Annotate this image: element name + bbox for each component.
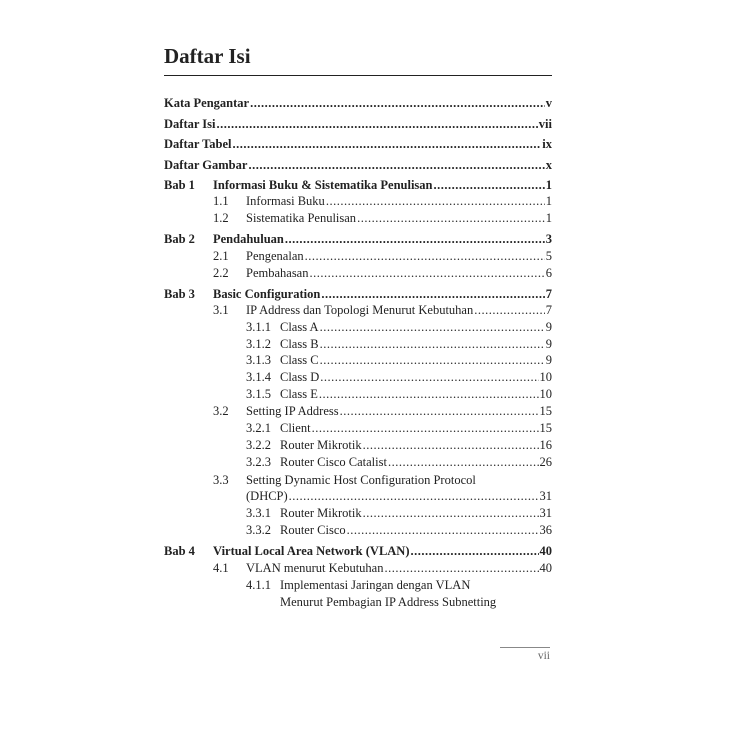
toc-entry-page: ix <box>542 137 552 151</box>
toc-entry-page: 6 <box>545 266 552 280</box>
toc-entry-label: Class B <box>280 337 319 351</box>
toc-entry-label: Pembahasan <box>246 266 309 280</box>
toc-entry-number: Bab 1 <box>164 178 195 192</box>
toc-entry-page: 31 <box>539 489 552 503</box>
toc-entry <box>164 436 552 454</box>
dot-leader <box>363 504 539 522</box>
dot-leader <box>285 230 545 248</box>
toc-entry <box>164 385 552 403</box>
toc-entry-page: x <box>545 158 552 172</box>
toc-entry-page: 1 <box>545 211 552 225</box>
toc-entry-page: 10 <box>539 387 552 401</box>
toc-entry <box>164 230 552 248</box>
toc-entry-page: 26 <box>539 455 552 469</box>
toc-entry-page: 31 <box>539 506 552 520</box>
toc-entry-page: 9 <box>545 337 552 351</box>
footer-page-number: vii <box>537 650 550 662</box>
title-rule <box>164 75 552 76</box>
toc-entry-label: (DHCP) <box>246 489 288 503</box>
toc-entry-label: Router Cisco <box>280 523 346 537</box>
toc-entry-page: 15 <box>539 404 552 418</box>
toc-entry <box>164 94 552 112</box>
toc-entry-number: 3.1.3 <box>246 353 271 367</box>
dot-leader <box>347 521 539 539</box>
toc-entry-number: 3.2.3 <box>246 455 271 469</box>
toc-entry-label: Setting Dynamic Host Configuration Protocol <box>246 473 476 487</box>
toc-entry-page: 16 <box>539 438 552 452</box>
toc-entry <box>164 419 552 437</box>
toc-entry-page: vii <box>538 117 552 131</box>
toc-entry <box>164 156 552 174</box>
toc-entry <box>164 521 552 539</box>
dot-leader <box>248 156 544 174</box>
toc-entry-page: 9 <box>545 353 552 367</box>
toc-entry-label: Implementasi Jaringan dengan VLAN <box>280 578 471 592</box>
toc-entry-label: IP Address dan Topologi Menurut Kebutuhan <box>246 303 474 317</box>
toc-entry-page: 7 <box>545 303 552 317</box>
toc-entry-page: 3 <box>545 232 552 246</box>
toc-entry-page: 5 <box>545 249 552 263</box>
toc-entry <box>164 192 552 210</box>
dot-leader <box>309 264 544 282</box>
toc-entry-page: 40 <box>539 561 552 575</box>
toc-entry-number: 3.1.1 <box>246 320 271 334</box>
toc-entry-label: VLAN menurut Kebutuhan <box>246 561 384 575</box>
toc-entry-label: Informasi Buku <box>246 194 325 208</box>
toc-entry <box>164 593 552 611</box>
page-title: Daftar Isi <box>164 44 251 68</box>
toc-entry-label: Class D <box>280 370 320 384</box>
dot-leader <box>233 135 542 153</box>
toc-entry-label: Class A <box>280 320 319 334</box>
dot-leader <box>320 368 538 386</box>
toc-entry-page: 36 <box>539 523 552 537</box>
toc-entry-label: Daftar Isi <box>164 117 216 131</box>
dot-leader <box>384 559 538 577</box>
toc-entry-page: 40 <box>539 544 552 558</box>
dot-leader <box>319 385 539 403</box>
toc-entry <box>164 264 552 282</box>
toc-entry-number: 4.1 <box>213 561 229 575</box>
toc-entry-number: 2.2 <box>213 266 229 280</box>
toc-entry-number: 3.3 <box>213 473 229 487</box>
toc-entry-page: 1 <box>545 194 552 208</box>
dot-leader <box>363 436 539 454</box>
toc-entry-label: Pendahuluan <box>213 232 284 246</box>
dot-leader <box>388 453 539 471</box>
toc-entry-page: 10 <box>539 370 552 384</box>
toc-entry <box>164 301 552 319</box>
toc-entry-label: Kata Pengantar <box>164 96 250 110</box>
dot-leader <box>217 115 538 133</box>
toc-entry-number: 3.1.4 <box>246 370 271 384</box>
toc-entry-number: 3.1 <box>213 303 229 317</box>
dot-leader <box>320 351 545 369</box>
toc-entry-page: 9 <box>545 320 552 334</box>
toc-entry <box>164 368 552 386</box>
toc-entry-number: 3.2 <box>213 404 229 418</box>
toc-entry-number: 1.1 <box>213 194 229 208</box>
toc-entry-page: 15 <box>539 421 552 435</box>
dot-leader <box>320 318 545 336</box>
toc-entry-label: Virtual Local Area Network (VLAN) <box>213 544 410 558</box>
toc-entry-number: 4.1.1 <box>246 578 271 592</box>
toc-entry-number: Bab 3 <box>164 287 195 301</box>
toc-entry-label: Router Mikrotik <box>280 506 362 520</box>
toc-entry-number: 3.3.1 <box>246 506 271 520</box>
toc-entry-label: Client <box>280 421 311 435</box>
toc-entry-label: Menurut Pembagian IP Address Subnetting <box>280 595 497 609</box>
toc-entry-label: Router Mikrotik <box>280 438 362 452</box>
toc-entry <box>164 487 552 505</box>
toc-entry-label: Setting IP Address <box>246 404 339 418</box>
toc-entry-label: Basic Configuration <box>213 287 321 301</box>
toc-entry-number: 3.3.2 <box>246 523 271 537</box>
toc-entry <box>164 453 552 471</box>
toc-entry-label: Router Cisco Catalist <box>280 455 387 469</box>
toc-entry-number: 3.2.2 <box>246 438 271 452</box>
toc-entry <box>164 135 552 153</box>
toc-entry <box>164 209 552 227</box>
toc-entry <box>164 542 552 560</box>
toc-entry-number: 3.1.2 <box>246 337 271 351</box>
toc-entry <box>164 247 552 265</box>
toc-entry-label: Class C <box>280 353 319 367</box>
toc-entry-number: 2.1 <box>213 249 229 263</box>
toc-entry-number: 3.2.1 <box>246 421 271 435</box>
toc-entry-page: 7 <box>545 287 552 301</box>
toc-entry-label: Daftar Tabel <box>164 137 232 151</box>
toc-entry <box>164 115 552 133</box>
toc-entry-page: v <box>545 96 552 110</box>
toc-entry-page: 1 <box>545 178 552 192</box>
dot-leader <box>474 301 545 319</box>
dot-leader <box>340 402 539 420</box>
footer-rule <box>500 647 550 648</box>
dot-leader <box>411 542 539 560</box>
dot-leader <box>289 487 539 505</box>
toc-entry-number: 1.2 <box>213 211 229 225</box>
toc-entry <box>164 402 552 420</box>
toc-entry <box>164 351 552 369</box>
dot-leader <box>250 94 545 112</box>
toc-entry-label: Class E <box>280 387 318 401</box>
toc-entry-label: Sistematika Penulisan <box>246 211 357 225</box>
dot-leader <box>357 209 545 227</box>
toc-entry-number: Bab 4 <box>164 544 195 558</box>
toc-entry-label: Daftar Gambar <box>164 158 248 172</box>
dot-leader <box>312 419 539 437</box>
toc-entry <box>164 504 552 522</box>
dot-leader <box>305 247 545 265</box>
toc-entry <box>164 559 552 577</box>
dot-leader <box>326 192 545 210</box>
toc-entry <box>164 318 552 336</box>
toc-entry <box>164 576 552 594</box>
toc-entry-label: Pengenalan <box>246 249 304 263</box>
toc-entry-label: Informasi Buku & Sistematika Penulisan <box>213 178 433 192</box>
toc-entry-number: Bab 2 <box>164 232 195 246</box>
toc-entry-number: 3.1.5 <box>246 387 271 401</box>
